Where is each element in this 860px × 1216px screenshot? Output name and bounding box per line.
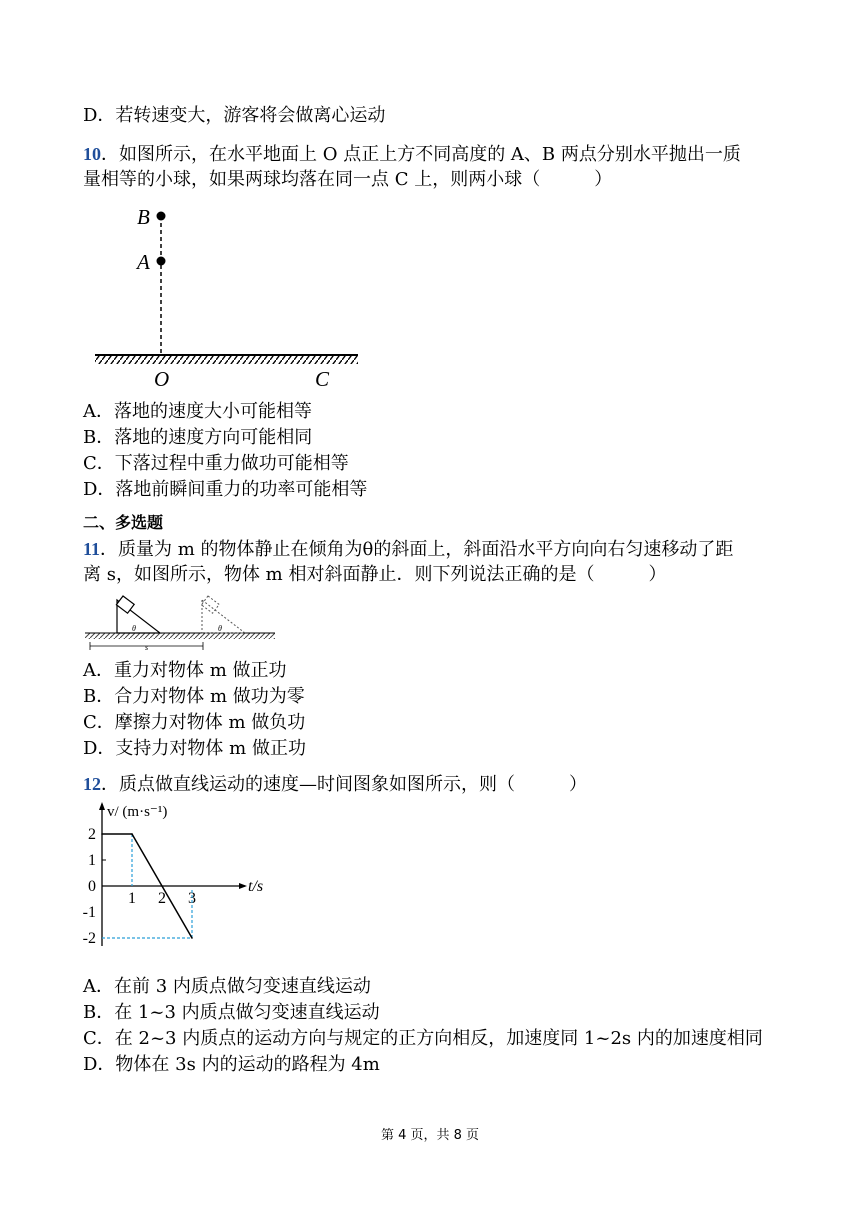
q10-stem-line2: 量相等的小球，如果两球均落在同一点 C 上，则两小球（ ） bbox=[83, 169, 613, 190]
data-point bbox=[131, 833, 133, 835]
q11-number: 11 bbox=[83, 539, 101, 559]
q11-theta-2: θ bbox=[218, 624, 222, 633]
section-title: 二、多选题 bbox=[83, 513, 164, 532]
q10-label-o: O bbox=[154, 367, 170, 391]
x-tick-label: 2 bbox=[158, 890, 166, 907]
q10-point-b bbox=[157, 212, 166, 221]
q9-option-d: D．若转速变大，游客将会做离心运动 bbox=[83, 105, 386, 126]
q12-option-b: B．在 1~3 内质点做匀变速直线运动 bbox=[83, 1002, 380, 1023]
q11-option-d: D．支持力对物体 m 做正功 bbox=[83, 738, 306, 759]
q10-option-b: B．落地的速度方向可能相同 bbox=[83, 427, 313, 448]
page-footer: 第 4 页，共 8 页 bbox=[380, 1128, 480, 1143]
q11-stem-line1 bbox=[83, 537, 733, 562]
q10-option-a: A．落地的速度大小可能相等 bbox=[83, 401, 312, 422]
x-axis-arrow bbox=[239, 883, 247, 889]
q11-stem-line2: 离 s，如图所示，物体 m 相对斜面静止．则下列说法正确的是（ ） bbox=[83, 564, 667, 585]
q10-number: 10 bbox=[83, 144, 101, 164]
q11-theta-1: θ bbox=[132, 624, 136, 633]
q12-option-a: A．在前 3 内质点做匀变速直线运动 bbox=[83, 976, 371, 997]
q10-option-c: C．下落过程中重力做功可能相等 bbox=[83, 453, 349, 474]
y-tick-label: 2 bbox=[88, 826, 96, 843]
q12-number: 12 bbox=[83, 774, 101, 794]
q10-label-a: A bbox=[137, 250, 150, 274]
q11-figure bbox=[85, 588, 280, 658]
q11-ground-hatch bbox=[85, 633, 275, 639]
q11-option-a: A．重力对物体 m 做正功 bbox=[83, 660, 287, 681]
q11-stem-text1: ．质量为 m 的物体静止在倾角为θ的斜面上，斜面沿水平方向向右匀速移动了距 bbox=[100, 539, 734, 560]
y-tick-label: 1 bbox=[88, 852, 96, 869]
q12-option-d: D．物体在 3s 内的运动的路程为 4m bbox=[83, 1054, 380, 1075]
q11-option-c: C．摩擦力对物体 m 做负功 bbox=[83, 712, 306, 733]
q12-stem bbox=[83, 772, 587, 797]
q10-figure bbox=[90, 200, 370, 395]
y-axis-arrow bbox=[99, 802, 105, 810]
x-axis-label: t/s bbox=[248, 878, 264, 895]
q10-point-a bbox=[157, 257, 166, 266]
data-point bbox=[161, 885, 163, 887]
q10-ground-hatch bbox=[95, 356, 358, 364]
y-axis-label: v/ (m·s⁻¹) bbox=[107, 804, 168, 820]
data-point bbox=[101, 833, 103, 835]
q11-incline-dashed bbox=[202, 600, 245, 633]
x-tick-label: 3 bbox=[188, 890, 196, 907]
q11-label-s: s bbox=[145, 643, 149, 652]
q10-label-b: B bbox=[137, 205, 150, 229]
q10-stem-line1 bbox=[83, 142, 741, 167]
q12-stem-text: ．质点做直线运动的速度—时间图象如图所示，则（ ） bbox=[101, 774, 587, 795]
q10-option-d: D．落地前瞬间重力的功率可能相等 bbox=[83, 479, 368, 500]
q11-option-b: B．合力对物体 m 做功为零 bbox=[83, 686, 305, 707]
q12-vt-chart bbox=[80, 798, 280, 948]
q12-option-c: C．在 2~3 内质点的运动方向与规定的正方向相反，加速度同 1~2s 内的加速度相同 bbox=[83, 1028, 763, 1049]
data-point bbox=[191, 937, 193, 939]
y-tick-label: -1 bbox=[82, 904, 96, 921]
y-tick-label: -2 bbox=[82, 930, 96, 947]
q10-stem-text1: ．如图所示，在水平地面上 O 点正上方不同高度的 A、B 两点分别水平抛出一质 bbox=[101, 144, 741, 165]
y-tick-label: 0 bbox=[88, 878, 96, 895]
x-tick-label: 1 bbox=[128, 890, 136, 907]
q10-label-c: C bbox=[315, 367, 330, 391]
